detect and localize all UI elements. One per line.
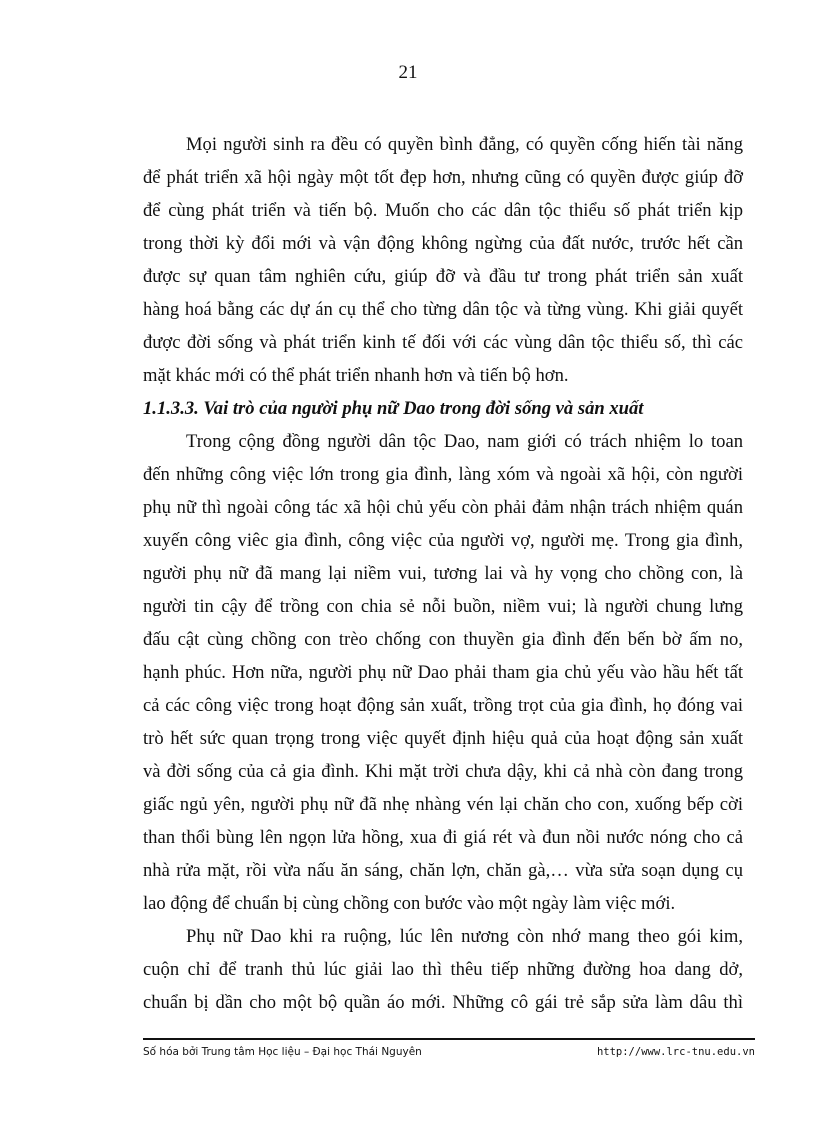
footer-credit: Số hóa bởi Trung tâm Học liệu – Đại học Thái Nguyên	[143, 1046, 422, 1058]
text-line: nhà rửa mặt, rồi vừa nấu ăn sáng, chăn lợn, chăn gà,… vừa sửa soạn dụng cụ	[143, 860, 743, 881]
text-line: Mọi người sinh ra đều có quyền bình đẳng, có quyền cống hiến tài năng	[186, 134, 743, 155]
text-line: đến những công việc lớn trong gia đình, làng xóm và ngoài xã hội, còn người	[143, 464, 743, 485]
document-body	[143, 128, 743, 1019]
text-line: mặt khác mới có thể phát triển nhanh hơn và tiến bộ hơn.	[143, 365, 569, 386]
text-line: cả các công việc trong hoạt động sản xuất, trồng trọt của gia đình, họ đóng vai	[143, 695, 743, 716]
section-heading: 1.1.3.3. Vai trò của người phụ nữ Dao trong đời sống và sản xuất	[143, 398, 644, 419]
footer-divider	[143, 1038, 755, 1040]
text-line: được đời sống và phát triển kinh tế đối với các vùng dân tộc thiểu số, thì các	[143, 332, 743, 353]
paragraph-3	[143, 920, 743, 1019]
text-line: hàng hoá bằng các dự án cụ thể cho từng dân tộc và từng vùng. Khi giải quyết	[143, 299, 743, 320]
text-line: để phát triển xã hội ngày một tốt đẹp hơn, nhưng cũng có quyền được giúp đỡ	[143, 167, 743, 188]
text-line: giấc ngủ yên, người phụ nữ đã nhẹ nhàng vén lại chăn cho con, xuống bếp cời	[143, 794, 743, 815]
paragraph-2	[143, 425, 743, 920]
text-line: Phụ nữ Dao khi ra ruộng, lúc lên nương còn nhớ mang theo gói kim,	[186, 926, 743, 947]
text-line: Trong cộng đồng người dân tộc Dao, nam giới có trách nhiệm lo toan	[186, 431, 743, 452]
text-line: trò hết sức quan trọng trong việc quyết định hiệu quả của hoạt động sản xuất	[143, 728, 743, 749]
text-line: xuyến công viêc gia đình, công việc của người vợ, người mẹ. Trong gia đình,	[143, 530, 743, 551]
text-line: người phụ nữ đã mang lại niềm vui, tương lai và hy vọng cho chồng con, là	[143, 563, 743, 584]
text-line: người tin cậy để trồng con chia sẻ nỗi buồn, niềm vui; là người chung lưng	[143, 596, 743, 617]
footer-url[interactable]: http://www.lrc-tnu.edu.vn	[596, 1046, 755, 1058]
text-line: được sự quan tâm nghiên cứu, giúp đỡ và đầu tư trong phát triển sản xuất	[143, 266, 743, 287]
text-line: than thổi bùng lên ngọn lửa hồng, xua đi giá rét và đun nồi nước nóng cho cả	[143, 827, 743, 848]
paragraph-1	[143, 128, 743, 392]
text-line: chuẩn bị dần cho một bộ quần áo mới. Những cô gái trẻ sắp sửa làm dâu thì	[143, 992, 743, 1013]
text-line: cuộn chỉ để tranh thủ lúc giải lao thì thêu tiếp những đường hoa dang dở,	[143, 959, 743, 980]
text-line: lao động để chuẩn bị cùng chồng con bước vào một ngày làm việc mới.	[143, 893, 676, 914]
text-line: trong thời kỳ đổi mới và vận động không ngừng của đất nước, trước hết cần	[143, 233, 743, 254]
text-line: và đời sống của cả gia đình. Khi mặt trời chưa dậy, khi cả nhà còn đang trong	[143, 761, 743, 782]
text-line: phụ nữ thì ngoài công tác xã hội chủ yếu còn phải đảm nhận trách nhiệm quán	[143, 497, 743, 518]
page-number: 21	[398, 62, 418, 83]
text-line: để cùng phát triển và tiến bộ. Muốn cho các dân tộc thiểu số phát triển kịp	[143, 200, 743, 221]
text-line: hạnh phúc. Hơn nữa, người phụ nữ Dao phải tham gia chủ yếu vào hầu hết tất	[143, 662, 743, 683]
text-line: đấu cật cùng chồng con trèo chống con thuyền gia đình đến bến bờ ấm no,	[143, 629, 743, 650]
